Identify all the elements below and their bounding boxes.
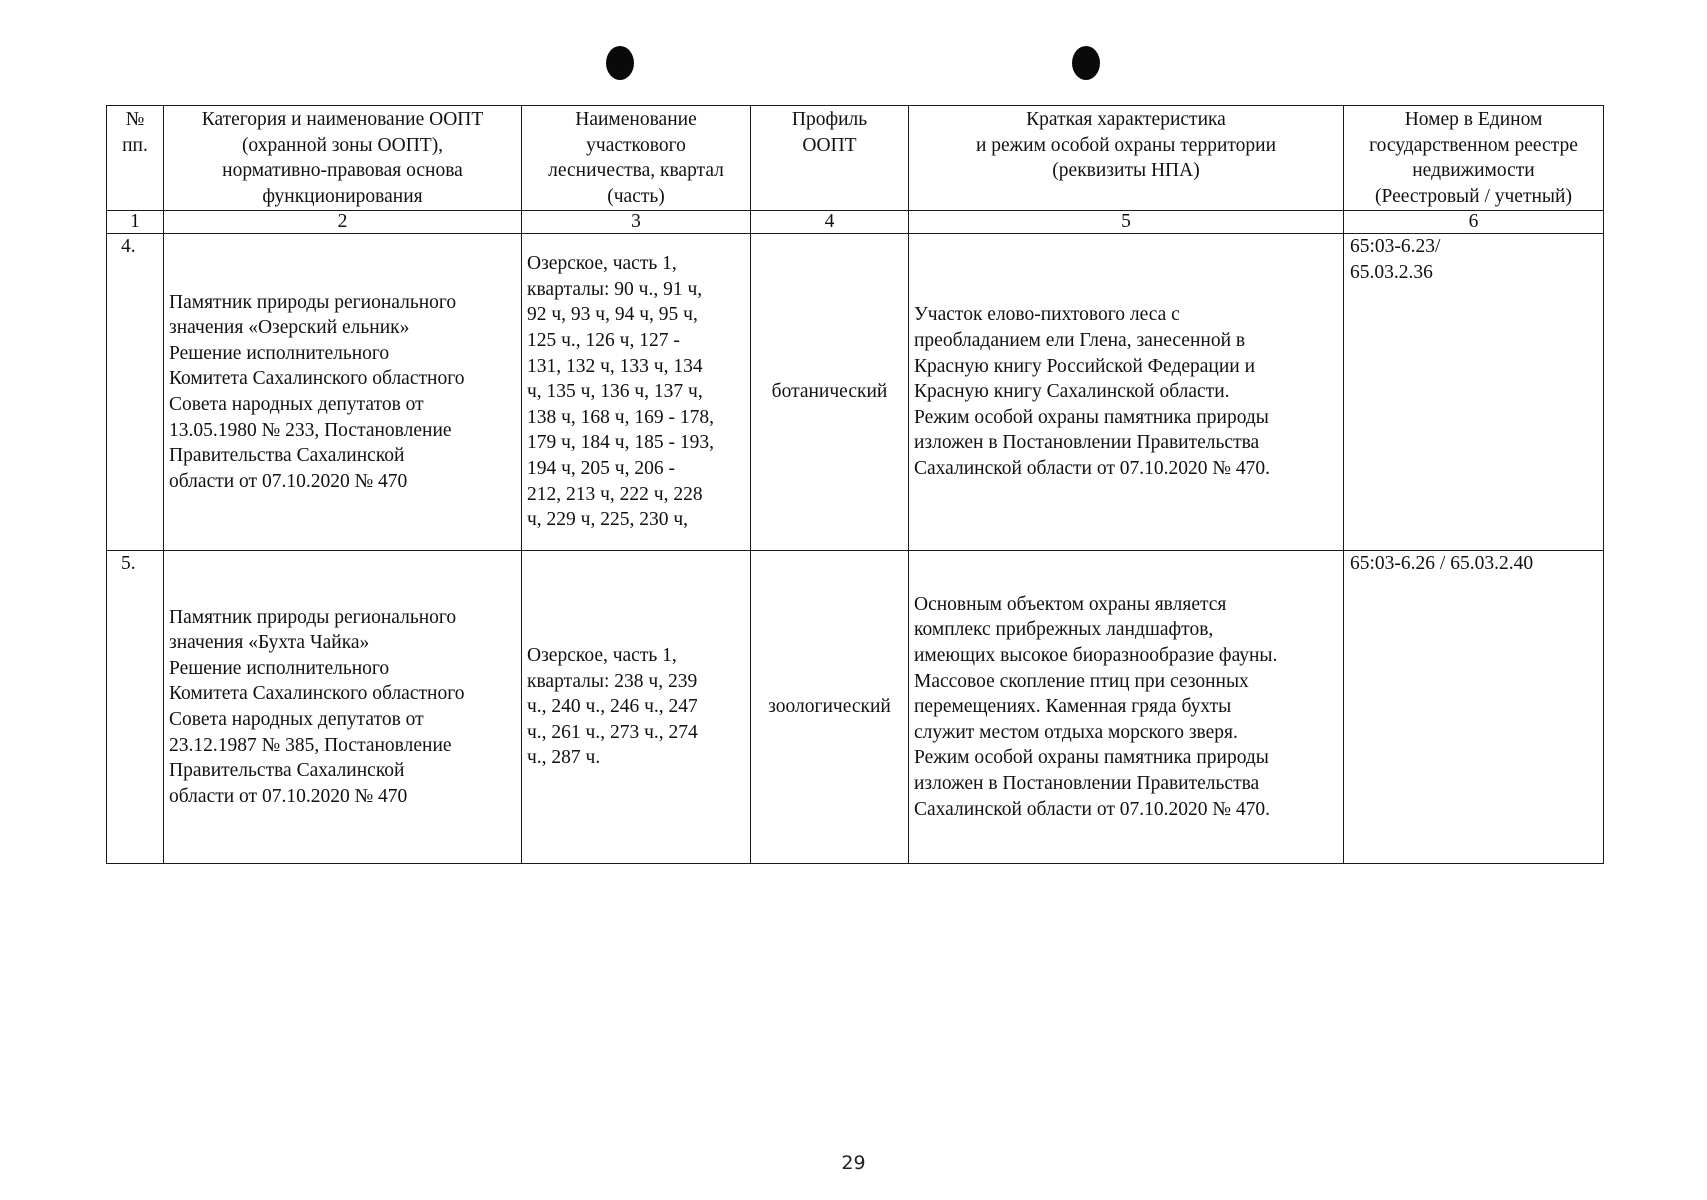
punch-hole-right xyxy=(1072,46,1100,80)
header-forestry xyxy=(522,106,751,211)
forestry-line: кварталы: 238 ч, 239 xyxy=(527,670,698,692)
forestry-line: 179 ч, 184 ч, 185 - 193, xyxy=(527,432,714,454)
area-name-cell xyxy=(164,551,522,864)
column-number: 1 xyxy=(107,211,164,234)
forestry-line: ч., 240 ч., 246 ч., 247 xyxy=(527,696,698,718)
column-number: 6 xyxy=(1344,211,1604,234)
area-name-line: значения «Озерский ельник» xyxy=(169,317,410,339)
row-number: 4. xyxy=(107,234,164,551)
area-name-line: Правительства Сахалинской xyxy=(169,445,405,467)
registry-line: 65:03-6.26 / 65.03.2.40 xyxy=(1350,553,1534,574)
header-registry xyxy=(1344,106,1604,211)
table-row xyxy=(107,234,1604,551)
forestry-line: ч., 287 ч. xyxy=(527,747,601,769)
header-text: и режим особой охраны территории xyxy=(975,134,1277,156)
description-line: Красную книгу Российской Федерации и xyxy=(914,355,1256,377)
description-line: изложен в Постановлении Правительства xyxy=(914,772,1260,794)
area-name-line: Правительства Сахалинской xyxy=(169,760,405,782)
description-cell xyxy=(909,234,1344,551)
header-text: (часть) xyxy=(607,185,665,207)
header-text: Категория и наименование ООПТ xyxy=(201,109,484,130)
forestry-line: кварталы: 90 ч., 91 ч, xyxy=(527,278,703,300)
header-text: (Реестровый / учетный) xyxy=(1375,185,1572,207)
area-name-line: Совета народных депутатов от xyxy=(169,709,424,730)
forestry-line: 131, 132 ч, 133 ч, 134 xyxy=(527,355,703,377)
description-line: Режим особой охраны памятника природы xyxy=(914,406,1269,428)
column-number: 3 xyxy=(522,211,751,234)
header-number xyxy=(107,106,164,211)
area-name-line: Решение исполнительного xyxy=(169,657,390,679)
profile-cell: зоологический xyxy=(751,551,909,864)
forestry-line: ч, 135 ч, 136 ч, 137 ч, xyxy=(527,381,703,403)
table-row xyxy=(107,551,1604,864)
header-text: Профиль xyxy=(791,109,868,130)
description-line: изложен в Постановлении Правительства xyxy=(914,432,1260,454)
column-number: 4 xyxy=(751,211,909,234)
punch-hole-left xyxy=(606,46,634,80)
forestry-line: 194 ч, 205 ч, 206 - xyxy=(527,457,675,479)
header-text: участкового xyxy=(586,134,686,156)
header-text: недвижимости xyxy=(1412,160,1535,182)
description-line: преобладанием ели Глена, занесенной в xyxy=(914,330,1246,352)
forestry-line: 125 ч., 126 ч, 127 - xyxy=(527,330,680,352)
area-name-line: Памятник природы регионального xyxy=(169,606,457,628)
description-line: перемещениях. Каменная гряда бухты xyxy=(914,696,1232,718)
header-text: № xyxy=(125,109,145,130)
forestry-cell xyxy=(522,551,751,864)
registry-cell xyxy=(1344,551,1604,864)
header-text: (реквизиты НПА) xyxy=(1052,160,1200,182)
area-name-line: Комитета Сахалинского областного xyxy=(169,683,465,705)
header-text: пп. xyxy=(122,134,148,156)
header-category-name xyxy=(164,106,522,211)
column-number-row xyxy=(107,211,1604,234)
header-text: функционирования xyxy=(262,185,423,207)
forestry-line: ч., 261 ч., 273 ч., 274 xyxy=(527,721,698,743)
forestry-line: 92 ч, 93 ч, 94 ч, 95 ч, xyxy=(527,304,698,326)
area-name-line: Комитета Сахалинского областного xyxy=(169,368,465,390)
description-line: Участок елово-пихтового леса с xyxy=(914,304,1180,326)
column-number: 5 xyxy=(909,211,1344,234)
header-text: лесничества, квартал xyxy=(548,160,724,182)
area-name-line: Решение исполнительного xyxy=(169,342,390,364)
description-line: Красную книгу Сахалинской области. xyxy=(914,381,1230,403)
header-text: Номер в Едином xyxy=(1404,109,1543,130)
description-line: Сахалинской области от 07.10.2020 № 470. xyxy=(914,457,1270,479)
header-text: ООПТ xyxy=(802,134,857,156)
description-cell xyxy=(909,551,1344,864)
page-number: 29 xyxy=(841,1152,866,1174)
header-text: (охранной зоны ООПТ), xyxy=(241,134,444,156)
area-name-line: 13.05.1980 № 233, Постановление xyxy=(169,419,452,441)
forestry-line: ч, 229 ч, 225, 230 ч, xyxy=(527,509,689,531)
header-text: Наименование xyxy=(575,109,697,130)
area-name-line: значения «Бухта Чайка» xyxy=(169,632,370,654)
area-name-line: области от 07.10.2020 № 470 xyxy=(169,785,408,807)
forestry-line: Озерское, часть 1, xyxy=(527,645,677,667)
forestry-line: Озерское, часть 1, xyxy=(527,253,677,275)
profile-cell: ботанический xyxy=(751,234,909,551)
registry-cell xyxy=(1344,234,1604,551)
description-line: Сахалинской области от 07.10.2020 № 470. xyxy=(914,798,1270,820)
area-name-cell xyxy=(164,234,522,551)
table-header-row xyxy=(107,106,1604,211)
description-line: Основным объектом охраны является xyxy=(914,593,1227,615)
header-text: нормативно-правовая основа xyxy=(222,160,463,182)
forestry-cell xyxy=(522,234,751,551)
forestry-line: 212, 213 ч, 222 ч, 228 xyxy=(527,483,703,505)
description-line: комплекс прибрежных ландшафтов, xyxy=(914,619,1214,641)
registry-line: 65:03-6.23/ xyxy=(1350,236,1441,257)
header-text: государственном реестре xyxy=(1369,134,1578,156)
header-profile xyxy=(751,106,909,211)
description-line: служит местом отдыха морского зверя. xyxy=(914,721,1238,743)
area-name-line: 23.12.1987 № 385, Постановление xyxy=(169,734,452,756)
column-number: 2 xyxy=(164,211,522,234)
row-number: 5. xyxy=(107,551,164,864)
forestry-line: 138 ч, 168 ч, 169 - 178, xyxy=(527,406,714,428)
registry-line: 65.03.2.36 xyxy=(1350,261,1433,283)
protected-areas-table xyxy=(106,105,1604,864)
header-text: Краткая характеристика xyxy=(1026,109,1226,130)
description-line: Режим особой охраны памятника природы xyxy=(914,747,1269,769)
area-name-line: области от 07.10.2020 № 470 xyxy=(169,470,408,492)
description-line: Массовое скопление птиц при сезонных xyxy=(914,670,1249,692)
description-line: имеющих высокое биоразнообразие фауны. xyxy=(914,645,1278,667)
header-description xyxy=(909,106,1344,211)
area-name-line: Памятник природы регионального xyxy=(169,291,457,313)
area-name-line: Совета народных депутатов от xyxy=(169,394,424,415)
